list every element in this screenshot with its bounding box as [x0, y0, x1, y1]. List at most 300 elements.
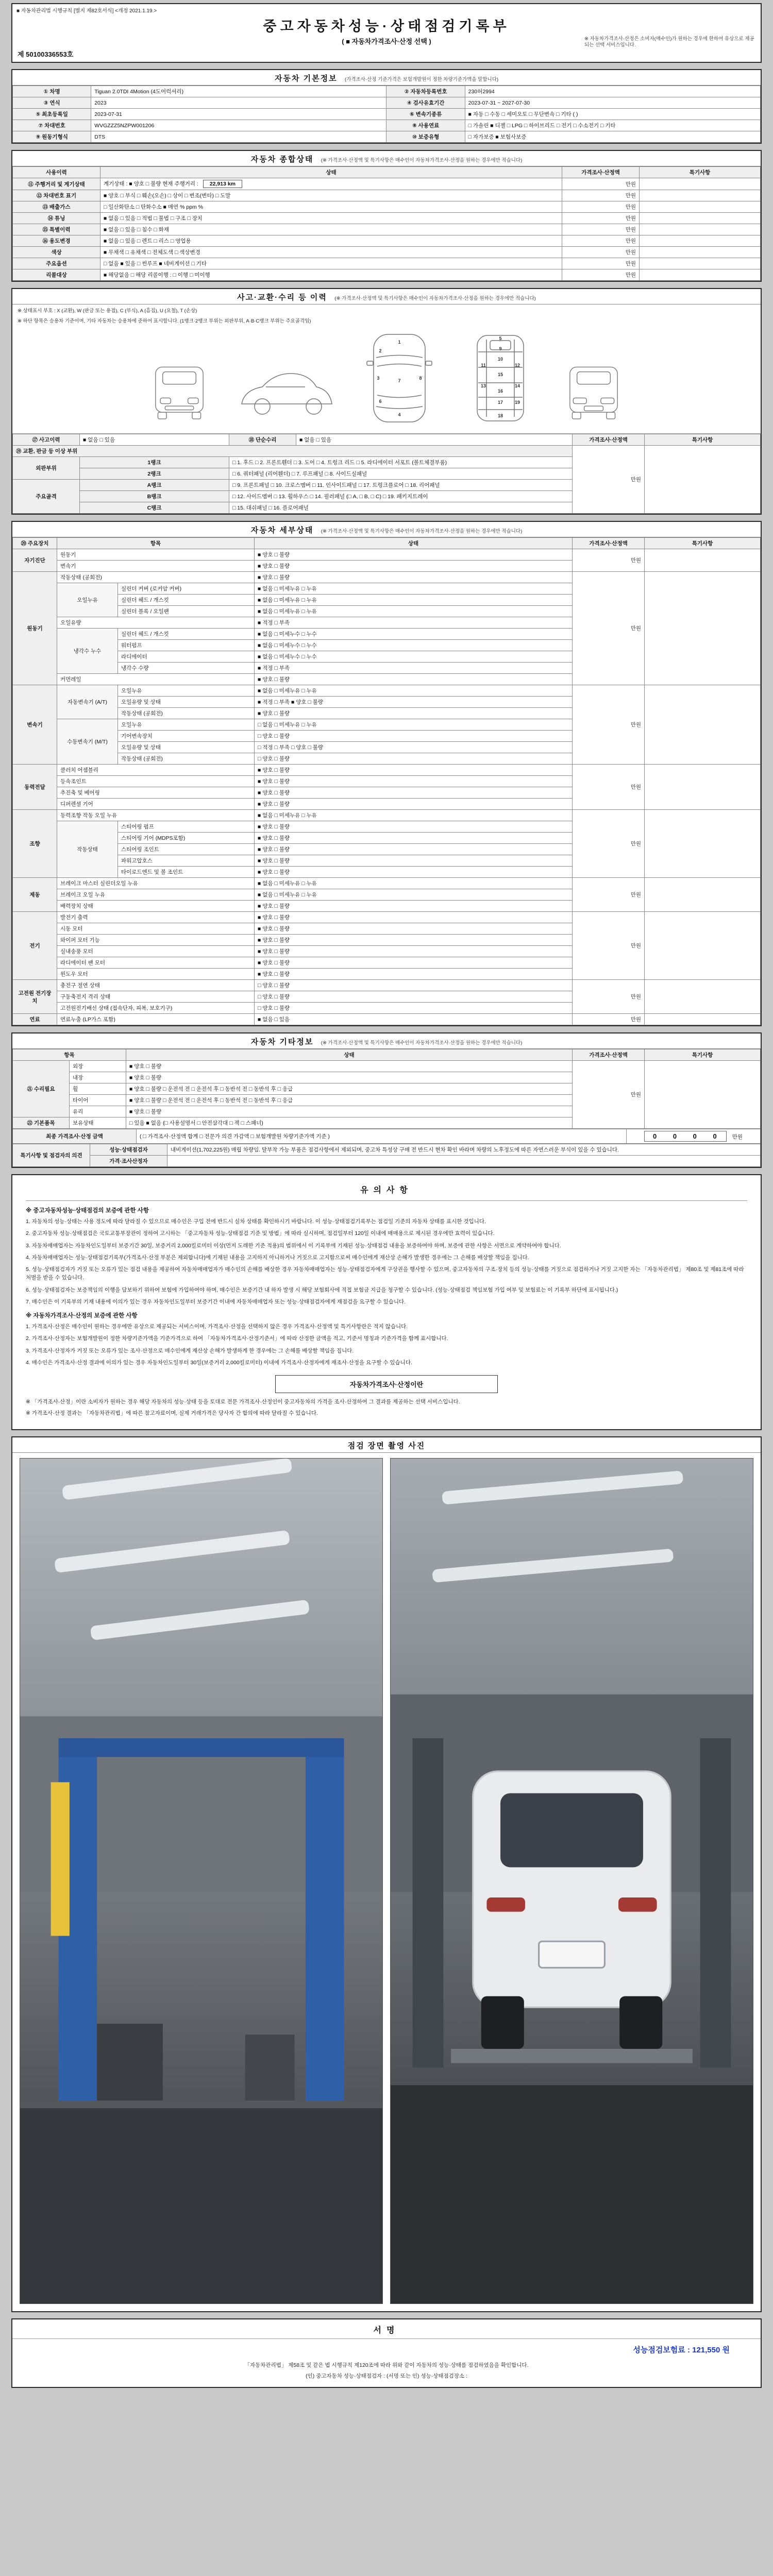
price-cell[interactable]: 만원 [562, 247, 640, 258]
detail-status[interactable]: ■ 양호 □ 불량 [255, 935, 573, 946]
detail-item-label: 배력장치 상태 [57, 901, 255, 912]
panel-number: 1 [398, 340, 401, 345]
detail-item-label: 구동축전지 격리 상태 [57, 991, 255, 1003]
final-amount-digits[interactable]: 0 0 0 0 [644, 1131, 727, 1142]
basic-items-sub-label: 보유상태 [70, 1117, 126, 1129]
notice-item: 1. 자동차의 성능·상태는 사용 정도에 따라 달라질 수 있으므로 매수인은 구입 전에 반드시 실차 상태를 확인하시기 바랍니다. 이 성능·상태점검기록부는 점검일 기준의 자동차 상태를 표시한 것입니다. [26, 1218, 486, 1225]
basic-info-table [12, 86, 761, 143]
other-status[interactable]: ■ 양호 □ 불량 □ 운전석 전 □ 운전석 후 □ 동반석 전 □ 동반석 후 □ 응급 [126, 1083, 573, 1095]
panel-number: 18 [497, 413, 503, 418]
rank2-label: 2랭크 [80, 468, 229, 480]
workshop-lift-photo [20, 1459, 382, 2303]
summary-status[interactable]: □ 일산화탄소 □ 탄화수소 ■ 매연 % ppm % [100, 201, 562, 213]
accident-section [11, 288, 762, 515]
detail-status[interactable]: ■ 양호 □ 불량 [255, 901, 573, 912]
detail-sub-label: 작동상태 [57, 821, 118, 878]
other-info-table [12, 1049, 761, 1129]
detail-status[interactable]: ■ 없음 □ 미세누유 □ 누유 [255, 878, 573, 889]
price-cell[interactable]: 만원 [573, 572, 645, 685]
col-header-item: 항목 [13, 1049, 126, 1061]
price-cell[interactable]: 만원 [562, 258, 640, 269]
price-cell[interactable]: 만원 [562, 190, 640, 201]
panel-number: 11 [481, 363, 486, 368]
simple-repair-status[interactable]: ■ 없음 □ 있음 [296, 434, 573, 446]
basic-items-status[interactable]: □ 있음 ■ 없음 (□ 사용설명서 □ 안전삼각대 □ 잭 □ 스패너) [126, 1117, 573, 1129]
car-side-view [234, 350, 337, 427]
accident-title: 사고·교환·수리 등 이력 [237, 293, 327, 302]
panel-number: 17 [497, 400, 503, 405]
detail-status[interactable]: ■ 양호 □ 불량 [255, 821, 573, 833]
detail-item-label: 라디에이터 팬 모터 [57, 957, 255, 969]
opinion-text[interactable]: 내비게이션(1,702,225원) 매립 차량임. 탈부착 가능 부품은 점검사항에서 제외되며, 중고차 특성상 구매 전 반드시 현차 확인 바라며 차량의 노후정도에 따른 자연스러운 부식이 있을 수 있습니다. [167, 1144, 761, 1156]
field-label: ② 자동차등록번호 [386, 86, 465, 97]
detail-status[interactable]: ■ 양호 □ 불량 [255, 855, 573, 867]
car-top-view [361, 329, 438, 427]
detail-item-label: 실린더 블록 / 오일팬 [118, 606, 255, 617]
price-cell[interactable]: 만원 [562, 224, 640, 235]
notice-item: 2. 가격조사·산정자는 보험개발원이 정한 차량기준가액을 기준가격으로 하여 「자동차가격조사·산정기준서」에 따라 산정한 금액을 적고, 기준서 명칭과 기준가격을 함께 표시합니다. [26, 1335, 448, 1342]
final-amount-unit: 만원 [732, 1134, 743, 1140]
detail-item-label: 기어변속장치 [118, 731, 255, 742]
warranty-checkboxes[interactable]: □ 자가보증 ■ 보험사보증 [465, 131, 760, 143]
remark-cell[interactable] [645, 549, 761, 572]
insurance-fee-label: 성능점검보험료 : [633, 2345, 690, 2354]
col-header-remark: 특기사항 [645, 1049, 761, 1061]
detail-status[interactable]: ■ 양호 □ 불량 [255, 708, 573, 719]
device-group-label: 변속기 [13, 685, 57, 765]
detail-item-label: 고전원전기배선 상태 (접속단자, 피복, 보호기구) [57, 1003, 255, 1014]
field-value: 2023-07-31 [91, 109, 386, 120]
simple-repair-label: ⑱ 단순수리 [229, 434, 296, 446]
notice-item: 3. 자동차매매업자는 자동차인도일부터 보증기간 30일, 보증거리 2,000킬로미터 이상(먼저 도래한 기준 적용)의 범위에서 이 기록부에 기재된 성능·상태점검 내용을 보증하여야 하며, 보증에 관한 사항은 서면으로 계약하여야 합니다. [26, 1242, 561, 1249]
exchange-section-label: ⑲ 교환, 판금 등 이상 부위 [13, 446, 573, 457]
remark-cell[interactable] [640, 190, 761, 201]
detail-status[interactable]: ■ 양호 □ 불량 [255, 923, 573, 935]
panel-number: 10 [497, 357, 503, 362]
car-diagrams [12, 325, 761, 434]
summary-row-label: 리콜대상 [13, 269, 100, 281]
price-cell[interactable]: 만원 [573, 878, 645, 912]
panel-number: 2 [379, 348, 382, 353]
mileage-value: 22,913 km [203, 180, 242, 188]
notice-item: 4. 매수인은 가격조사·산정 결과에 이의가 있는 경우 자동차인도일부터 30일(보증거리 2,000킬로미터) 이내에 가격조사·산정자에게 재조사·산정을 요구할 수 있습니다. [26, 1359, 412, 1366]
col-header-status: 상태 [126, 1049, 573, 1061]
notices-section [11, 1174, 762, 1430]
rankA-parts[interactable]: □ 9. 프론트패널 □ 10. 크로스멤버 □ 11. 인사이드패널 □ 17. 트렁크플로어 □ 18. 리어패널 [229, 480, 573, 491]
summary-row-label: ⑪ 주행거리 및 계기상태 [13, 178, 100, 190]
detail-status[interactable]: ■ 없음 □ 미세누유 □ 누유 [255, 583, 573, 595]
col-header-price: 가격조사·산정액 [573, 434, 645, 446]
accident-history-status[interactable]: ■ 없음 □ 있음 [80, 434, 229, 446]
remark-cell[interactable] [645, 912, 761, 980]
detail-status[interactable]: ■ 없음 □ 미세누유 □ 누유 [255, 606, 573, 617]
detail-item-label: 오일유량 및 상태 [118, 742, 255, 753]
detail-section [11, 521, 762, 1026]
price-cell[interactable]: 만원 [562, 269, 640, 281]
detail-status[interactable]: ■ 양호 □ 불량 [255, 957, 573, 969]
detail-status[interactable]: ■ 없음 □ 미세누유 □ 누유 [255, 595, 573, 606]
field-label: ③ 연식 [13, 97, 91, 109]
detail-item-label: 동력조향 작동 오일 누유 [57, 810, 255, 821]
detail-status[interactable]: □ 양호 □ 불량 [255, 731, 573, 742]
detail-item-label: 등속조인트 [57, 776, 255, 787]
basic-items-group-label: ㉒ 기본품목 [13, 1117, 70, 1129]
device-group-label: 자기진단 [13, 549, 57, 572]
price-cell[interactable]: 만원 [573, 810, 645, 878]
panel-number: 19 [514, 400, 520, 405]
detail-sub-label: 자동변속기 (A/T) [57, 685, 118, 719]
detail-item-label: 작동상태 (공회전) [118, 753, 255, 765]
price-cell[interactable]: 만원 [573, 912, 645, 980]
inspector-opinion-table [12, 1144, 761, 1167]
rankB-label: B랭크 [80, 491, 229, 502]
detail-item-label: 원동기 [57, 549, 255, 561]
summary-row-label: ⑯ 용도변경 [13, 235, 100, 247]
other-item-label: 유리 [70, 1106, 126, 1117]
title-note: ※ 자동차가격조사·산정은 소비자(매수인)가 원하는 경우에 한하여 유상으로 제공되는 선택 서비스입니다. [584, 36, 754, 48]
detail-sub-label: 냉각수 누수 [57, 629, 118, 674]
basic-info-note: (가격조사·산정 기준가격은 보험개발원이 정한 차량기준가액을 말합니다) [345, 77, 499, 82]
notice-item: 5. 성능·상태점검자가 거짓 또는 오류가 있는 점검 내용을 제공하여 자동차매매업자가 매수인의 손해를 배상한 경우 자동차매매업자는 성능·상태점검자에게 구상권을 행사할 수 있으며, 중고자동차의 구조·장치 등의 성능·상태를 거짓으로 점검하거나 거짓 고지한 자는 「자동차관리법」 제80조 및 제81조에 따라 처벌을 받을 수 있습니다. [26, 1266, 744, 1281]
notice-item: 2. 중고자동차 성능·상태점검은 국토교통부장관이 정하여 고시하는 「중고자동차 성능·상태점검 기준 및 방법」에 따라 실시하며, 점검일부터 120일 이내에 매매용으로 제시된 경우에만 효력이 있습니다. [26, 1230, 495, 1237]
detail-item-label: 시동 모터 [57, 923, 255, 935]
field-label: ⑨ 원동기형식 [13, 131, 91, 143]
notice-item: 6. 성능·상태점검자는 보증책임의 이행을 담보하기 위하여 보험에 가입하여야 하며, 매수인은 보증기간 내 하자 발생 시 해당 보험회사에 직접 보험금 지급을 청구할 수 있습니다. (성능·상태점검 책임보험 가입 여부 및 보험료는 이 기록부 하단에 표시됩니다.) [26, 1286, 618, 1293]
summary-status[interactable]: ■ 없음 □ 있음 □ 렌트 □ 리스 □ 영업용 [100, 235, 562, 247]
remark-cell[interactable] [645, 685, 761, 765]
summary-title: 자동차 종합상태 [250, 155, 314, 164]
rankC-label: C랭크 [80, 502, 229, 514]
price-cell[interactable]: 만원 [573, 446, 645, 514]
col-header-price: 가격조사·산정액 [573, 1049, 645, 1061]
rank1-parts[interactable]: □ 1. 후드 □ 2. 프론트휀더 □ 3. 도어 □ 4. 트렁크 리드 □ 5. 라디에이터 서포트 (볼트체결부품) [229, 457, 573, 468]
inspection-record-sheet [5, 0, 768, 2403]
outer-panel-label: 외판부위 [13, 457, 80, 480]
detail-item-label: 실내송풍 모터 [57, 946, 255, 957]
summary-status-mileage[interactable] [100, 178, 562, 190]
other-status[interactable]: ■ 양호 □ 불량 [126, 1106, 573, 1117]
detail-item-label: 스티어링 기어 (MDPS포함) [118, 833, 255, 844]
detail-item-label: 작동상태 (공회전) [57, 572, 255, 583]
remark-cell[interactable] [645, 980, 761, 1014]
panel-number: 13 [480, 383, 486, 388]
panel-number: 9 [499, 346, 502, 351]
header-box [11, 3, 762, 63]
field-label: ④ 검사유효기간 [386, 97, 465, 109]
price-cell[interactable]: 만원 [573, 549, 645, 572]
photos-title: 점검 장면 촬영 사진 [347, 1441, 426, 1450]
summary-row-label: ⑭ 튜닝 [13, 213, 100, 224]
panel-number: 4 [398, 412, 401, 417]
page-title: 중고자동차성능·상태점검기록부 [263, 19, 510, 34]
summary-status[interactable]: ■ 무채색 □ 유채색 □ 전체도색 □ 색상변경 [100, 247, 562, 258]
summary-table [12, 166, 761, 281]
transmission-checkboxes[interactable]: ■ 자동 □ 수동 □ 세미오토 □ 무단변속 □ 기타 ( ) [465, 109, 760, 120]
detail-status[interactable]: ■ 없음 □ 있음 [255, 1014, 573, 1025]
panel-number: 15 [497, 372, 503, 377]
detail-status[interactable]: □ 적정 □ 부족 □ 양호 □ 불량 [255, 742, 573, 753]
panel-number: 7 [398, 378, 401, 383]
col-header-remark: 특기사항 [645, 538, 761, 549]
detail-item-label: 냉각수 수량 [118, 663, 255, 674]
other-item-label: 외장 [70, 1061, 126, 1072]
detail-item-label: 워터펌프 [118, 640, 255, 651]
form-reference: ■ 자동차관리법 시행규칙 [별지 제82호서식] <개정 2021.1.19.> [16, 8, 157, 14]
detail-status[interactable]: ■ 양호 □ 불량 [255, 844, 573, 855]
panel-number: 8 [419, 376, 422, 381]
field-value: 230허2994 [465, 86, 760, 97]
rank2-parts[interactable]: □ 6. 쿼터패널 (리어휀더) □ 7. 루프패널 □ 8. 사이드실패널 [229, 468, 573, 480]
detail-item-label: 발전기 출력 [57, 912, 255, 923]
final-price-method[interactable]: ( □ 가격조사·산정액 합계 □ 전문가 의견 가감액 □ 보험개발원 차량기준가액 기준 ) [137, 1129, 627, 1144]
field-value: 2023 [91, 97, 386, 109]
detail-status[interactable]: ■ 양호 □ 불량 [255, 674, 573, 685]
col-header-remark: 특기사항 [645, 434, 761, 446]
detail-title: 자동차 세부상태 [250, 526, 314, 535]
other-status[interactable]: ■ 양호 □ 불량 [126, 1072, 573, 1083]
price-cell[interactable]: 만원 [573, 685, 645, 765]
panel-number: 14 [514, 383, 520, 388]
notices-list-1 [26, 1217, 747, 1306]
detail-item-label: 브레이크 오일 누유 [57, 889, 255, 901]
other-info-note: (※ 가격조사·산정액 및 특기사항은 매수인이 자동차가격조사·산정을 원하는 경우에만 적습니다) [321, 1040, 523, 1046]
repair-need-group-label: ㉑ 수리필요 [13, 1061, 70, 1117]
detail-status[interactable]: ■ 양호 □ 불량 [255, 867, 573, 878]
detail-status[interactable]: ■ 양호 □ 불량 [255, 833, 573, 844]
detail-status[interactable]: ■ 양호 □ 불량 [255, 969, 573, 980]
notice-item: 4. 자동차매매업자는 성능·상태점검기록부(가격조사·산정 부분은 제외합니다)에 기재된 내용을 고지하지 아니하거나 거짓으로 고지함으로써 매수인에게 재산상 손해가 발생한 경우에는 그 손해를 배상할 책임을 집니다. [26, 1254, 529, 1261]
detail-status[interactable]: ■ 양호 □ 불량 [255, 787, 573, 799]
detail-item-label: 작동상태 (공회전) [118, 708, 255, 719]
accident-note: (※ 가격조사·산정액 및 특기사항은 매수인이 자동차가격조사·산정을 원하는 경우에만 적습니다) [334, 296, 536, 301]
detail-item-label: 오일누유 [118, 685, 255, 697]
remark-cell[interactable] [645, 765, 761, 810]
detail-item-label: 파워고압호스 [118, 855, 255, 867]
panel-number: 12 [514, 363, 520, 368]
other-info-section [11, 1032, 762, 1168]
field-label: ⑩ 보증유형 [386, 131, 465, 143]
device-group-label: 조향 [13, 810, 57, 878]
other-item-label: 내장 [70, 1072, 126, 1083]
detail-item-label: 윈도우 모터 [57, 969, 255, 980]
detail-status[interactable]: □ 양호 □ 불량 [255, 753, 573, 765]
summary-status[interactable]: □ 없음 ■ 있음 □ 썬루프 ■ 네비게이션 □ 기타 [100, 258, 562, 269]
remark-cell[interactable] [640, 224, 761, 235]
summary-status[interactable]: ■ 양호 □ 부식 □ 훼손(오손) □ 상이 □ 변조(변타) □ 도말 [100, 190, 562, 201]
car-front-view [148, 350, 210, 427]
signature-title: 서명 [12, 2319, 761, 2339]
notices-subtitle-1: ※ 중고자동차성능·상태점검의 보증에 관한 사항 [26, 1208, 149, 1214]
summary-status[interactable]: ■ 없음 □ 있음 □ 침수 □ 화재 [100, 224, 562, 235]
remark-cell[interactable] [645, 878, 761, 912]
detail-status[interactable]: □ 양호 □ 불량 [255, 980, 573, 991]
detail-item-label: 스티어링 조인트 [118, 844, 255, 855]
field-label: ⑦ 차대번호 [13, 120, 91, 131]
notice-item: 1. 가격조사·산정은 매수인이 원하는 경우에만 유상으로 제공되는 서비스이며, 가격조사·산정을 선택하지 않은 경우 가격조사·산정액 및 특기사항란은 적지 않습니다. [26, 1324, 408, 1330]
detail-status[interactable]: ■ 적정 □ 부족 ■ 양호 □ 불량 [255, 697, 573, 708]
field-label: ⑧ 사용연료 [386, 120, 465, 131]
insurance-fee-line [12, 2339, 761, 2357]
detail-item-label: 디퍼렌셜 기어 [57, 799, 255, 810]
field-label: ⑥ 변속기종류 [386, 109, 465, 120]
inspector-signature-line[interactable]: (인) 중고자동차 성능·상태점검자 : (서명 또는 인) 성능·상태점검장소 : [306, 2372, 467, 2379]
panel-number: 3 [377, 376, 380, 381]
summary-row-label: 주요옵션 [13, 258, 100, 269]
remark-cell[interactable] [640, 178, 761, 190]
summary-note: (※ 가격조사·산정액 및 특기사항은 매수인이 자동차가격조사·산정을 원하는 경우에만 적습니다) [321, 158, 523, 163]
panel-number: 6 [379, 399, 382, 404]
detail-item-label: 라디에이터 [118, 651, 255, 663]
opinion-title: 특기사항 및 점검자의 의견 [13, 1144, 90, 1167]
detail-item-label: 실린더 헤드 / 개스킷 [118, 629, 255, 640]
panel-number: 16 [497, 388, 503, 394]
remark-cell[interactable] [640, 258, 761, 269]
rankA-label: A랭크 [80, 480, 229, 491]
detail-status[interactable]: ■ 적정 □ 부족 [255, 617, 573, 629]
detail-item-label: 변속기 [57, 561, 255, 572]
col-header-item: 항목 [57, 538, 255, 549]
summary-status[interactable]: ■ 없음 □ 있음 □ 적법 □ 불법 □ 구조 □ 장치 [100, 213, 562, 224]
state-code-legend: ※ 상태표시 부호 : X (교환), W (판금 또는 용접), C (부식), A (흠집), U (요철), T (손상) [18, 308, 197, 314]
detail-status[interactable]: ■ 없음 □ 미세누유 □ 누유 [255, 889, 573, 901]
field-value: WVGZZZ5NZPW001206 [91, 120, 386, 131]
other-status[interactable]: ■ 양호 □ 불량 □ 운전석 전 □ 운전석 후 □ 동반석 전 □ 동반석 후 □ 응급 [126, 1095, 573, 1106]
field-value: Tiguan 2.0TDI 4Motion (4도어럭셔리) [91, 86, 386, 97]
page-subtitle: ( ■ 자동차가격조사·산정 선택 ) [342, 38, 431, 45]
opinion-text[interactable] [167, 1156, 761, 1167]
remark-cell[interactable] [645, 810, 761, 878]
remark-cell[interactable] [645, 1061, 761, 1129]
col-header-status: 상태 [100, 167, 562, 178]
detail-note: (※ 가격조사·산정액 및 특기사항은 매수인이 자동차가격조사·산정을 원하는 경우에만 적습니다) [321, 529, 523, 534]
remark-cell[interactable] [640, 201, 761, 213]
price-cell[interactable]: 만원 [573, 765, 645, 810]
device-group-label: 동력전달 [13, 765, 57, 810]
rankC-parts[interactable]: □ 15. 대쉬패널 □ 16. 플로어패널 [229, 502, 573, 514]
detail-status[interactable]: ■ 없음 □ 미세누유 □ 누유 [255, 685, 573, 697]
remark-cell[interactable] [645, 446, 761, 514]
mileage-label: 현재 주행거리 : [162, 181, 198, 187]
detail-status[interactable]: □ 양호 □ 불량 [255, 991, 573, 1003]
remark-cell[interactable] [640, 247, 761, 258]
basic-info-title: 자동차 기본정보 [274, 74, 338, 83]
summary-row-label: ⑬ 배출가스 [13, 201, 100, 213]
detail-status[interactable]: ■ 양호 □ 불량 [255, 572, 573, 583]
summary-row-label: ⑫ 차대번호 표기 [13, 190, 100, 201]
price-cell[interactable]: 만원 [562, 178, 640, 190]
signature-section [11, 2318, 762, 2388]
detail-status[interactable]: □ 없음 □ 미세누유 □ 누유 [255, 719, 573, 731]
col-header-price: 가격조사·산정액 [562, 167, 640, 178]
opinion-who: 성능·상태점검자 [90, 1144, 167, 1156]
field-value: 2023-07-31 ~ 2027-07-30 [465, 97, 760, 109]
price-cell[interactable]: 만원 [562, 235, 640, 247]
fuel-checkboxes[interactable]: □ 가솔린 ■ 디젤 □ LPG □ 하이브리드 □ 전기 □ 수소전기 □ 기타 [465, 120, 760, 131]
panel-number: 5 [499, 336, 502, 341]
detail-status[interactable]: ■ 없음 □ 미세누수 □ 누수 [255, 640, 573, 651]
rankB-parts[interactable]: □ 12. 사이드멤버 □ 13. 휠하우스 □ 14. 필러패널 (□ A, □ B, □ C) □ 19. 패키지트레이 [229, 491, 573, 502]
price-cell[interactable]: 만원 [573, 1014, 645, 1025]
device-group-label: 전기 [13, 912, 57, 980]
detail-status[interactable]: ■ 양호 □ 불량 [255, 799, 573, 810]
detail-status[interactable]: ■ 양호 □ 불량 [255, 912, 573, 923]
detail-table [12, 537, 761, 1025]
detail-item-label: 커먼레일 [57, 674, 255, 685]
price-cell[interactable]: 만원 [573, 1061, 645, 1129]
detail-status[interactable]: ■ 없음 □ 미세누수 □ 누수 [255, 651, 573, 663]
summary-status[interactable]: ■ 해당없음 □ 해당 리콜이행 : □ 이행 □ 미이행 [100, 269, 562, 281]
col-header-use: 사용이력 [13, 167, 100, 178]
col-header-device: ⑳ 주요장치 [13, 538, 57, 549]
detail-item-label: 타이로드엔드 및 볼 조인트 [118, 867, 255, 878]
detail-item-label: 실린더 헤드 / 개스킷 [118, 595, 255, 606]
detail-status[interactable]: ■ 없음 □ 미세누수 □ 누수 [255, 629, 573, 640]
remark-cell[interactable] [640, 235, 761, 247]
detail-item-label: 스티어링 펌프 [118, 821, 255, 833]
col-header-status: 상태 [255, 538, 573, 549]
other-info-title: 자동차 기타정보 [250, 1038, 314, 1046]
price-cell[interactable]: 만원 [562, 201, 640, 213]
detail-status[interactable]: ■ 양호 □ 불량 [255, 946, 573, 957]
device-group-label: 연료 [13, 1014, 57, 1025]
detail-sub-label: 오일누유 [57, 583, 118, 617]
other-status[interactable]: ■ 양호 □ 불량 [126, 1061, 573, 1072]
basic-info-section [11, 69, 762, 144]
device-group-label: 고전원 전기장치 [13, 980, 57, 1014]
law-confirmation-line: 「자동차관리법」 제58조 및 같은 법 시행규칙 제120조에 따라 위와 같이 자동차의 성능·상태를 점검하였음을 확인합니다. [244, 2362, 529, 2368]
other-item-label: 휠 [70, 1083, 126, 1095]
col-header-price: 가격조사·산정액 [573, 538, 645, 549]
detail-status[interactable]: ■ 적정 □ 부족 [255, 663, 573, 674]
summary-row-label: 색상 [13, 247, 100, 258]
definition-line: ※ 가격조사·산정 결과는 「자동차관리법」에 따른 참고자료이며, 실제 거래가격은 당사자 간 합의에 따라 달라질 수 있습니다. [26, 1410, 318, 1416]
price-cell[interactable]: 만원 [573, 980, 645, 1014]
notice-item: 3. 가격조사·산정자가 거짓 또는 오류가 있는 조사·산정으로 매수인에게 재산상 손해가 발생하게 한 경우에는 그 손해를 배상할 책임을 집니다. [26, 1347, 354, 1354]
main-frame-label: 주요골격 [13, 480, 80, 514]
definition-lines [26, 1398, 747, 1418]
remark-cell[interactable] [645, 572, 761, 685]
detail-status[interactable]: ■ 양호 □ 불량 [255, 549, 573, 561]
detail-item-label: 클러치 어셈블리 [57, 765, 255, 776]
price-cell[interactable]: 만원 [562, 213, 640, 224]
accident-history-label: ⑰ 사고이력 [13, 434, 80, 446]
col-header-remark: 특기사항 [640, 167, 761, 178]
car-on-lift-photo [391, 1459, 753, 2303]
field-label: ① 차명 [13, 86, 91, 97]
remark-cell[interactable] [640, 269, 761, 281]
rank1-label: 1랭크 [80, 457, 229, 468]
detail-status[interactable]: ■ 양호 □ 불량 [255, 561, 573, 572]
inspection-photo-left [20, 1458, 383, 2304]
detail-item-label: 오일유량 [57, 617, 255, 629]
remark-cell[interactable] [640, 213, 761, 224]
detail-status[interactable]: □ 양호 □ 불량 [255, 1003, 573, 1014]
meter-status[interactable]: 계기상태 : ■ 양호 □ 불량 [104, 181, 161, 187]
detail-item-label: 와이퍼 모터 기능 [57, 935, 255, 946]
detail-status[interactable]: ■ 없음 □ 미세누유 □ 누유 [255, 810, 573, 821]
document-number: 제 50100336553호 [18, 50, 74, 58]
detail-status[interactable]: ■ 양호 □ 불량 [255, 765, 573, 776]
device-group-label: 제동 [13, 878, 57, 912]
detail-item-label: 연료누출 (LP가스 포함) [57, 1014, 255, 1025]
diagram-legend: ※ 하단 항목은 승용차 기준이며, 기타 자동차는 승용차에 준하여 표시합니다. (1랭크·2랭크 부위는 외판부위, A·B·C랭크 부위는 주요골격임) [18, 318, 311, 324]
summary-row-label: ⑮ 특별이력 [13, 224, 100, 235]
notice-item: 7. 매수인은 이 기록부의 기재 내용에 이의가 있는 경우 자동차인도일부터 보증기간 이내에 자동차매매업자 또는 성능·상태점검자에게 재점검을 요구할 수 있습니다. [26, 1298, 406, 1305]
detail-status[interactable]: ■ 양호 □ 불량 [255, 776, 573, 787]
final-price-label: 최종 가격조사·산정 금액 [13, 1129, 137, 1144]
inspection-photo-right [390, 1458, 753, 2304]
remark-cell[interactable] [645, 1014, 761, 1025]
